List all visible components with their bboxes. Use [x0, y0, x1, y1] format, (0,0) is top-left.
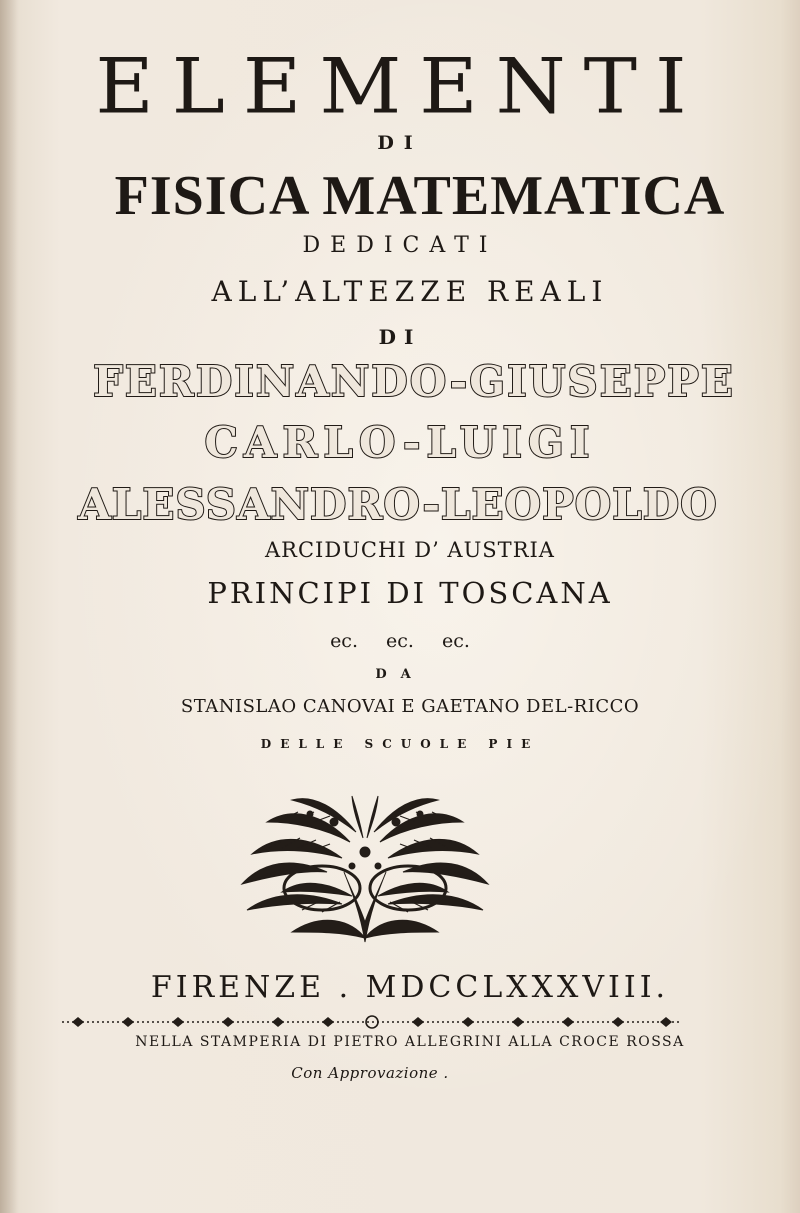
dedicatee-name-1-text: FERDINANDO-GIUSEPPE	[93, 357, 735, 406]
principi-line: PRINCIPI DI TOSCANA	[207, 576, 613, 610]
dedicatee-name-2-text: CARLO-LUIGI	[204, 418, 596, 467]
subtitle: FISICA MATEMATICA	[114, 165, 726, 227]
etc-line: ec. ec. ec.	[330, 630, 470, 652]
dedicatee-name-3	[0, 480, 798, 529]
dedication-word: DEDICATI	[302, 233, 498, 258]
dedication-altezze: ALL’ALTEZZE REALI	[211, 275, 609, 308]
authors-line: STANISLAO CANOVAI E GAETANO DEL-RICCO	[180, 696, 640, 717]
imprint-city-year: FIRENZE . MDCCLXXXVIII.	[150, 970, 670, 1005]
main-title: ELEMENTI	[95, 42, 705, 131]
decorative-rule-ornament	[62, 1014, 682, 1030]
dedicatee-name-3-text: ALESSANDRO-LEOPOLDO	[78, 480, 718, 529]
imprint-printer: NELLA STAMPERIA DI PIETRO ALLEGRINI ALLA CROCE ROSSA	[135, 1034, 685, 1050]
scuole-line: DELLE SCUOLE PIE	[260, 737, 540, 751]
di-connector-2: DI	[378, 325, 422, 349]
dedicatee-name-1	[14, 357, 800, 406]
di-connector-1: DI	[377, 132, 423, 154]
imprint-approval: Con Approvazione .	[291, 1064, 449, 1082]
arciduchi-line: ARCIDUCHI D’ AUSTRIA	[265, 538, 555, 562]
floral-vignette-ornament	[232, 792, 498, 948]
dedicatee-name-2	[0, 418, 800, 467]
da-line: DA	[375, 667, 425, 682]
